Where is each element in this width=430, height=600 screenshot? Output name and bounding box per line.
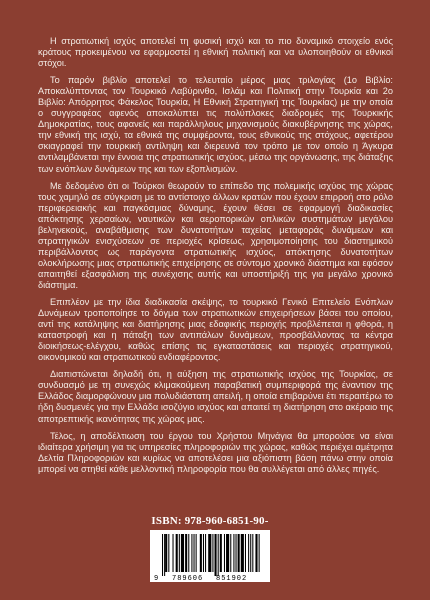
barcode-digit-lead: 9 (154, 575, 159, 582)
barcode-bar (226, 534, 229, 572)
barcode-bar (230, 534, 231, 572)
isbn-label: ISBN: 978-960-6851-90- (151, 515, 269, 527)
barcode-bar (203, 534, 204, 572)
barcode-bar (179, 534, 180, 572)
barcode-bar (220, 534, 222, 572)
barcode-bar (173, 534, 174, 572)
blurb-paragraph-3: Με δεδομένο ότι οι Τούρκοι θεωρούν το επίπεδο της πολεμικής ισχύος της χώρας τους χαμηλό σε σύγκριση με το αντίστοιχο άλλων κρατών που έχουν επιρροή στο ρόλο περιφερειακής και παγκόσμιας δύναμης, έχουν θέσει σε εφαρμογή διαδικασίες απόκτησης χερσαίων, ναυτικών και αεροπορικών οπλικών συστημάτων μεγάλου βεληνεκούς, αναβάθμισης των δυνατοτήτων ταχείας μεταφοράς δυνάμεων και στρατηγικών ενισχύσεων σε περιοχές κρίσεως, χρησιμοποίησης του διαστημικού περιβάλλοντος ως παράγοντα στρατιωτικής ισχύος, απόκτησης δυνατοτήτων ολοκλήρωσης μιας στρατιωτικής επιχείρησης σε σύντομο χρονικό διάστημα και εφόσον απαιτηθεί εξασφάλιση της συνέχισης αυτής και υποστήριξή της για μεγάλο χρονικό διάστημα. (38, 180, 393, 290)
barcode-bar (168, 534, 169, 572)
barcode-bar (200, 534, 202, 572)
barcode-bar (236, 534, 237, 572)
barcode-bar (238, 534, 240, 572)
barcode-bar (245, 534, 246, 572)
barcode-bar (212, 534, 213, 572)
blurb-paragraph-2: Το παρόν βιβλίο αποτελεί το τελευταίο μέρος μιας τριλογίας (1ο Βιβλίο: Αποκαλύπτοντας τον Τουρκικό Λαβύρινθο, Ισλάμ και Πολιτική στην Τουρκία και 2ο Βιβλίο: Απόρρητος Φάκελος Τουρκία, Η Εθνική Στρατηγική της Τουρκίας) με την οποία ο συγγραφέας αφενός αποκαλύπτει τις πολύπλοκες διαδρομές της Τουρκικής Δημοκρατίας, τους αφανείς και παράλληλους μηχανισμούς διακυβέρνησης της χώρας, την εθνική της ισχύ, τα εθνικά της συμφέροντα, τους εθνικούς της στόχους, αφετέρου σκιαγραφεί την τουρκική αντίληψη και διερευνά τον τρόπο με τον οποίο η Άγκυρα αντιλαμβάνεται την έννοια της στρατιωτικής ισχύος, μέσω της οργάνωσης, της διάταξης των ενόπλων δυνάμεων της και των εξοπλισμών. (38, 75, 393, 174)
barcode-bar (162, 534, 163, 576)
barcode-bar (250, 534, 251, 572)
blurb-paragraph-6: Τέλος, η αποδέλτιωση του έργου του Χρήστου Μηνάγια θα μπορούσε να είναι ιδιαίτερα χρήσιμη για τις υπηρεσίες πληροφοριών της χώρας, καθώς περιέχει αμέτρητα Δελτία Πληροφοριών και κυρίως να αποτελέσει μια αξιόπιστη βάση πάνω στην οποία μπορεί να στηθεί κάθε μελλοντική πληροφορία που θα συλλέγεται από άλλες πηγές. (38, 430, 393, 474)
barcode-bar (218, 534, 219, 576)
barcode-bar (215, 534, 217, 576)
barcode-bar (224, 534, 225, 572)
barcode-bar (233, 534, 234, 572)
barcode-bar (241, 534, 244, 572)
barcode-graphic (150, 530, 270, 582)
barcode-bar (255, 534, 257, 572)
barcode-bar (181, 534, 184, 572)
barcode-bar (194, 534, 195, 572)
barcode-bar (196, 534, 197, 572)
barcode-bar (252, 534, 253, 572)
barcode-digits-left: 789606 (172, 575, 204, 582)
barcode-bar (165, 534, 167, 572)
barcode-bar (188, 534, 189, 572)
blurb-paragraph-1: Η στρατιωτική ισχύς αποτελεί τη φυσική ισχύ και το πιο δυναμικό στοιχείο ενός κράτους προκειμένου να εφαρμοστεί η εθνική πολιτική και να υλοποιηθούν οι εθνικοί στόχοι. (38, 36, 393, 69)
barcode-digits-right: 851902 (216, 575, 248, 582)
blurb-paragraph-5: Διαπιστώνεται δηλαδή ότι, η αύξηση της στρατιωτικής ισχύος της Τουρκίας, σε συνδυασμό με τη συνεχώς κλιμακούμενη παραβατική συμπεριφορά της έναντιον της Ελλάδος διαμορφώνουν μια πολυδιάστατη απειλή, η οποία επιβαρύνει έτι περαιτέρω το ήδη δυσμενές για την Ελλάδα ισοζύγιο ισχύος και απαιτεί τη διατήρηση στο ακέραιο της αποτρεπτικής ικανότητας της χώρας μας. (38, 369, 393, 424)
barcode-bar (248, 534, 249, 572)
isbn-barcode (150, 530, 270, 582)
barcode-bar (176, 534, 178, 572)
barcode-bar (259, 534, 260, 572)
barcode-bar (191, 534, 192, 572)
barcode-bar (208, 534, 211, 572)
blurb-paragraph-4: Επιπλέον με την ίδια διαδικασία σκέψης, το τουρκικό Γενικό Επιτελείο Ενόπλων Δυνάμεων τροποποίησε το δόγμα των στρατιωτικών επιχειρήσεων βάσει του οποίου, αντί της κατάληψης και διατήρησης μιας εδαφικής περιοχής προβλέπεται η φθορά, η καταστροφή και η πάταξη των αντιπάλων δυνάμεων, προσβάλλοντας τα κέντρα διοικήσεως-ελέγχου, καθώς επίσης τις εγκαταστάσεις και περιοχές στρατηγικού, οικονομικού και στρατιωτικού ενδιαφέροντος. (38, 297, 393, 363)
back-cover-blurb (38, 36, 393, 481)
barcode-bar (185, 534, 187, 572)
barcode-bar (164, 534, 165, 576)
barcode-bar (205, 534, 206, 572)
